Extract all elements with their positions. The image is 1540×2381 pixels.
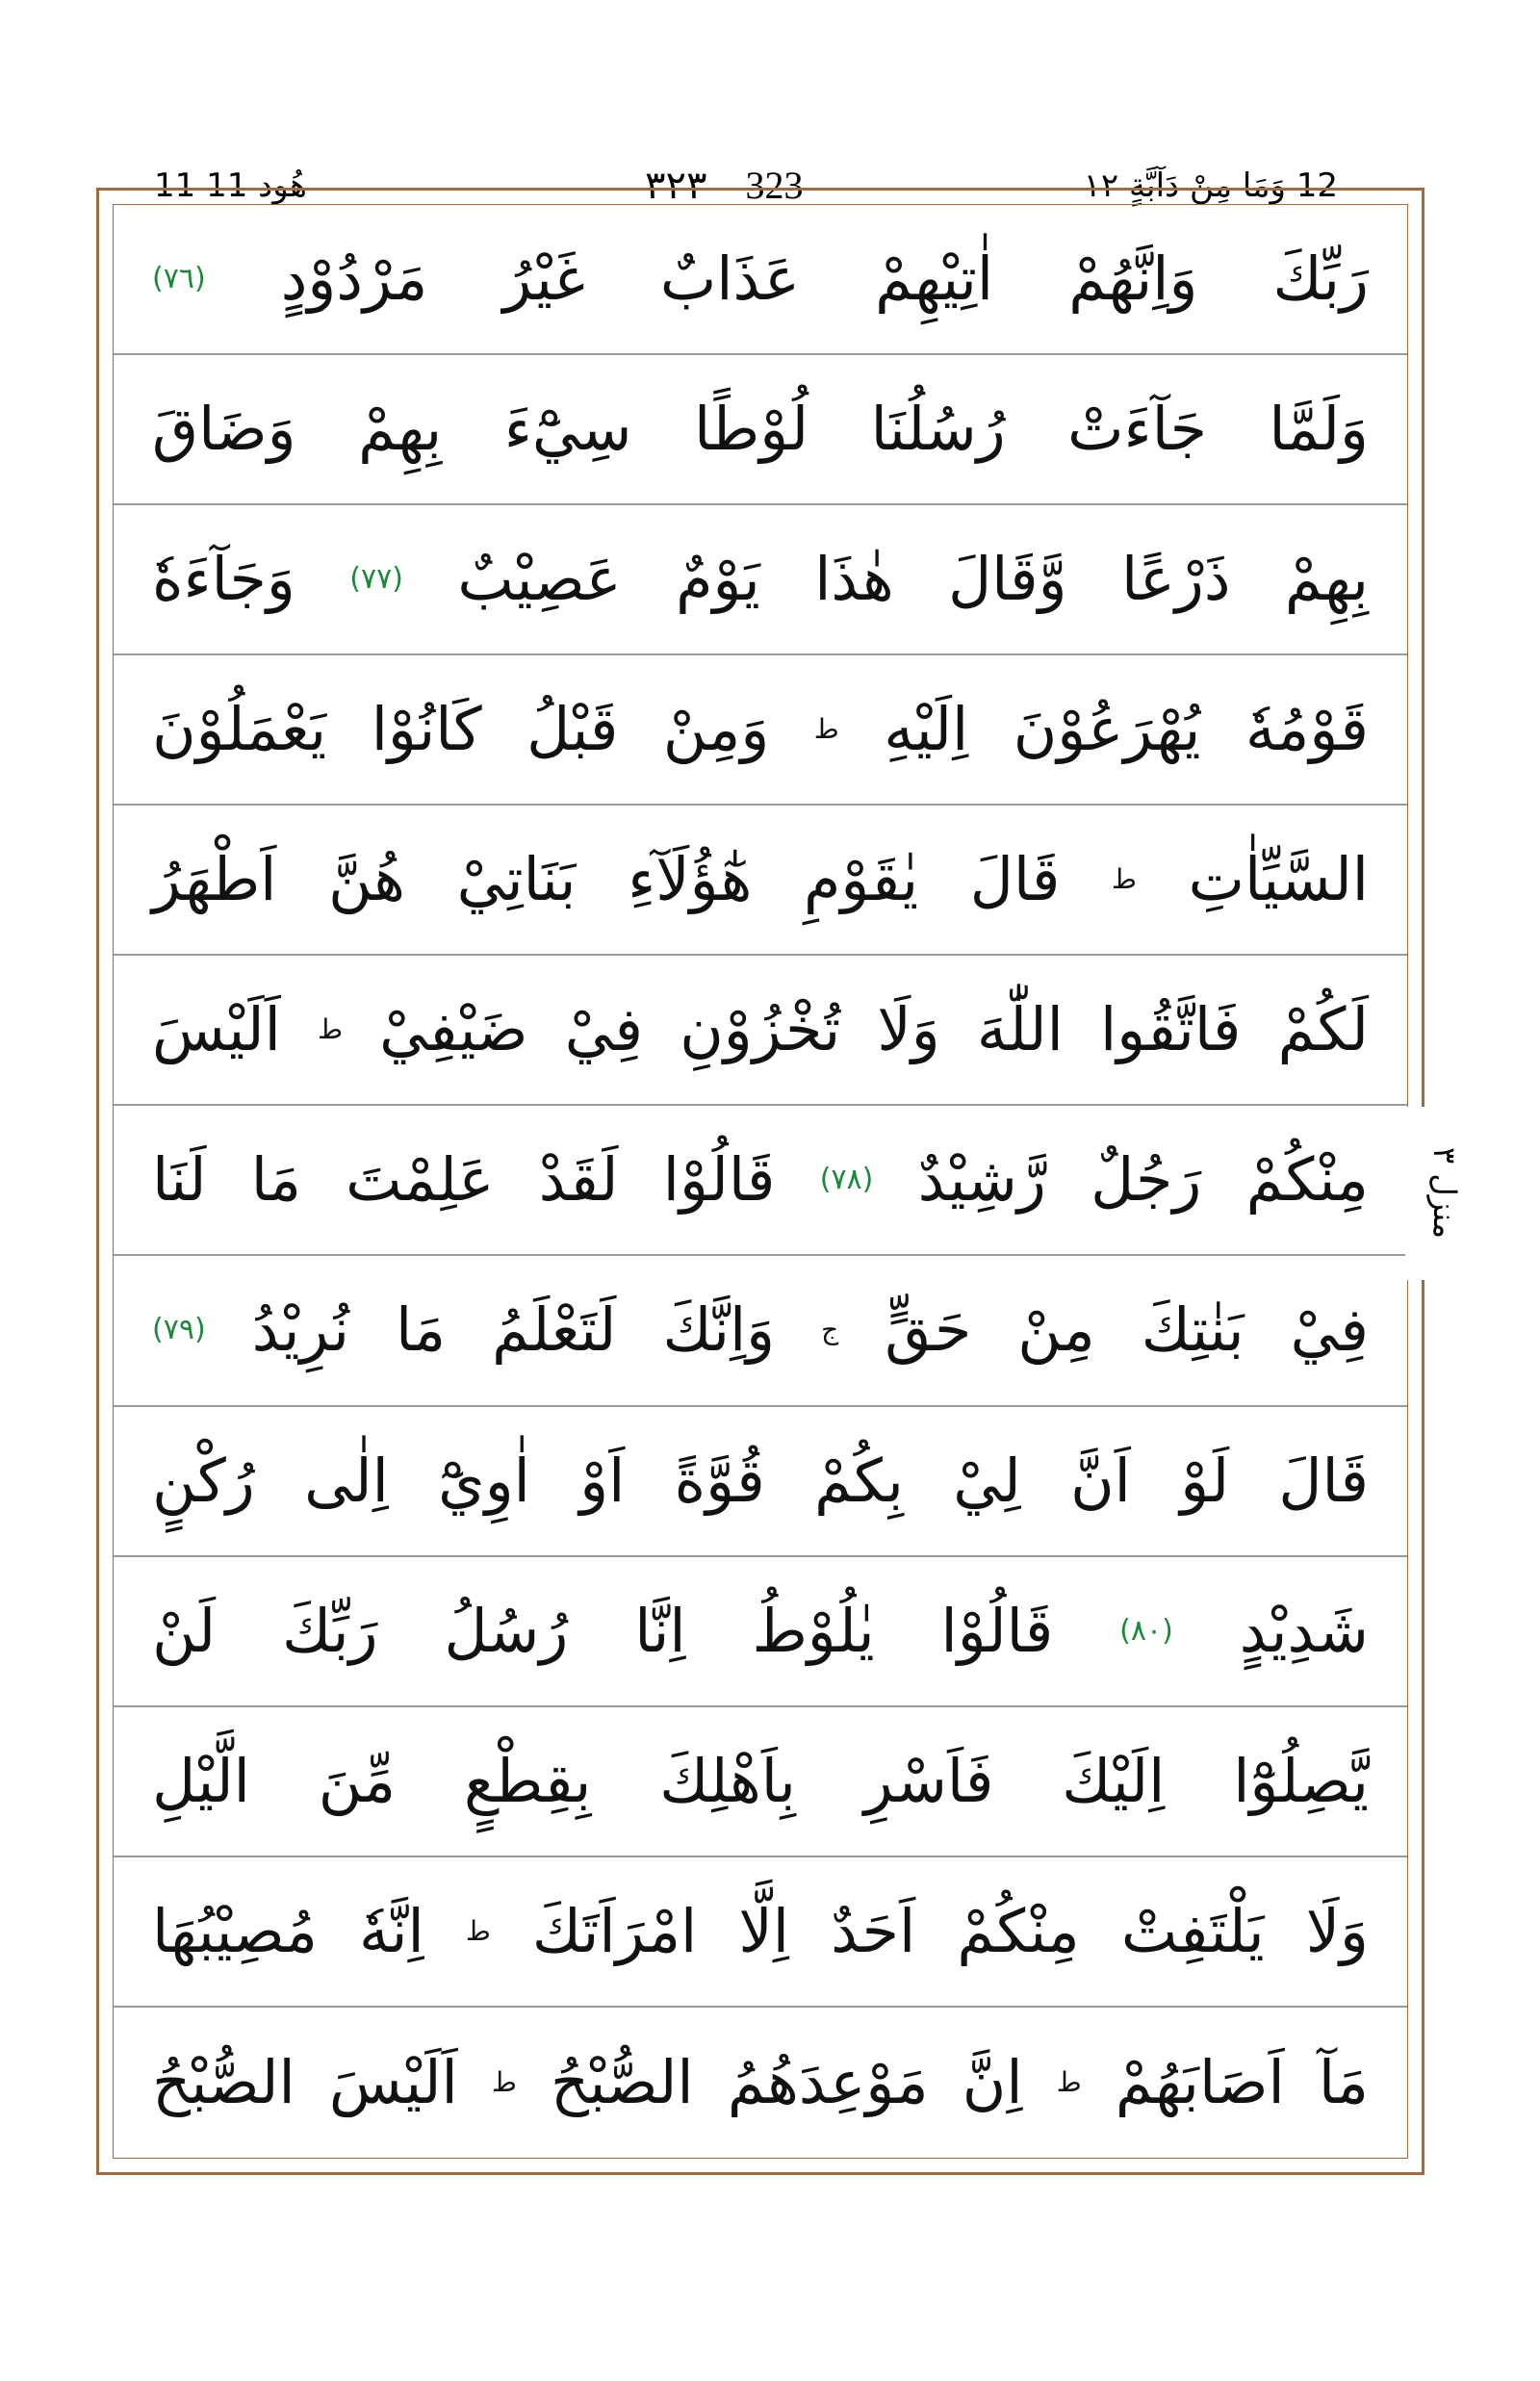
verse-word: حَقٍّ (885, 1294, 972, 1366)
verse-word: (٨٠) (1119, 1613, 1173, 1648)
verse-word: وَمِنْ (662, 694, 770, 765)
verse-word: ط (465, 1914, 491, 1947)
verse-word: وَاِنَّهُمْ (1068, 243, 1198, 315)
verse-word: فَاَسْرِ (863, 1745, 994, 1816)
verse-word: ط (1056, 2065, 1082, 2098)
manzil-marker: منزل ٣ (1405, 1107, 1463, 1280)
verse-word: بِاَهْلِكَ (659, 1745, 796, 1816)
verse-word: فِيْ (1290, 1294, 1369, 1366)
verse-word: قَوْمُهٗ (1245, 694, 1369, 765)
verse-word: رَّشِيْدٌ (917, 1144, 1046, 1216)
verse-word: وَجَآءَهٗ (152, 544, 295, 615)
verse-word: مِّنَ (318, 1745, 397, 1816)
verse-line (114, 1857, 1407, 2008)
verse-word: امْرَاَتَكَ (531, 1895, 698, 1966)
verse-line (114, 956, 1407, 1106)
verse-word: مَوْعِدَهُمُ (727, 2046, 929, 2117)
verse-word: لَوْ (1180, 1445, 1230, 1516)
verse-line (114, 1106, 1407, 1256)
verse-word: عَصِيْبٌ (457, 544, 622, 615)
verse-word: اِنَّهٗ (359, 1895, 424, 1966)
verse-word: وَلَا (877, 994, 940, 1065)
verse-word: لِيْ (953, 1445, 1021, 1516)
text-area (113, 204, 1408, 2159)
verse-word: وَلَمَّا (1269, 394, 1369, 465)
verse-word: اَصَابَهُمْ (1115, 2046, 1285, 2117)
verse-word: رَجُلٌ (1091, 1144, 1202, 1216)
verse-word: اِلٰى (304, 1445, 389, 1516)
page-number-latin: 323 (745, 164, 804, 207)
verse-line (114, 1407, 1407, 1557)
verse-word: اٰوِيْٓ (438, 1445, 530, 1516)
verse-word: جَآءَتْ (1067, 394, 1207, 465)
verse-word: يُهْرَعُوْنَ (1013, 694, 1201, 765)
verse-word: مَا (250, 1144, 301, 1216)
verse-word: ذَرْعًا (1121, 544, 1231, 615)
verse-word: هُنَّ (328, 844, 405, 915)
verse-word: ط (318, 1013, 343, 1046)
verse-line (114, 355, 1407, 505)
verse-word: قَبْلُ (526, 694, 619, 765)
verse-word: اَحَدٌ (831, 1895, 916, 1966)
para-name: 12 وَمَا مِنْ دَآبَّةٍ ١٢ (1074, 162, 1348, 210)
verse-word: لَقَدْ (538, 1144, 619, 1216)
verse-word: عَذَابٌ (659, 243, 801, 315)
verse-word: عَلِمْتَ (346, 1144, 495, 1216)
verse-word: اَلَيْسَ (328, 2046, 458, 2117)
verse-word: مَآ (1318, 2046, 1369, 2117)
verse-word: رَبِّكَ (1272, 243, 1369, 315)
verse-word: اِنَّ (962, 2046, 1023, 2117)
verse-word: (٧٨) (819, 1163, 874, 1197)
verse-word: بِهِمْ (358, 394, 443, 465)
verse-line (114, 806, 1407, 956)
verse-word: بِكُمْ (814, 1445, 904, 1516)
verse-word: مِنْكُمْ (1245, 1144, 1369, 1216)
verse-word: اِلَيْكَ (1062, 1745, 1166, 1816)
verse-word: اِنَّا (634, 1595, 686, 1666)
verse-word: هٰٓؤُلَآءِ (628, 844, 753, 915)
verse-lines (114, 205, 1407, 2158)
verse-word: السَّيِّاٰتِ (1188, 844, 1369, 915)
verse-word: ط (491, 2065, 517, 2098)
verse-word: رَبِّكَ (282, 1595, 378, 1666)
verse-line (114, 505, 1407, 655)
verse-line (114, 205, 1407, 355)
verse-word: فَاتَّقُوا (1100, 994, 1242, 1065)
verse-word: اَلَيْسَ (152, 994, 281, 1065)
verse-word: اِلَيْهِ (884, 694, 969, 765)
verse-word: مُصِيْبُهَا (152, 1895, 318, 1966)
verse-word: رُكْنٍ (152, 1445, 255, 1516)
verse-word: بَنَاتِيْ (456, 844, 577, 915)
verse-line (114, 1557, 1407, 1707)
verse-word: الَّيْلِ (152, 1745, 250, 1816)
verse-word: الصُّبْحُ (551, 2046, 694, 2117)
verse-word: فِيْ (564, 994, 644, 1065)
verse-word: بِهِمْ (1284, 544, 1369, 615)
verse-word: مَرْدُوْدٍ (280, 243, 428, 315)
verse-word: يَعْمَلُوْنَ (152, 694, 327, 765)
verse-word: اَطْهَرُ (152, 844, 277, 915)
verse-word: شَدِيْدٍ (1239, 1595, 1369, 1666)
verse-word: ط (1112, 863, 1137, 896)
verse-word: اِلَّا (738, 1895, 789, 1966)
verse-word: قَالُوْا (662, 1144, 776, 1216)
verse-word: لَتَعْلَمُ (492, 1294, 617, 1366)
verse-line (114, 655, 1407, 806)
verse-word: (٧٧) (349, 562, 403, 597)
verse-word: نُرِيْدُ (251, 1294, 349, 1366)
verse-word: مِنْكُمْ (957, 1895, 1080, 1966)
verse-word: لَنَا (152, 1144, 207, 1216)
verse-word: قُوَّةً (674, 1445, 765, 1516)
verse-word: غَيْرُ (502, 243, 585, 315)
verse-word: بِقِطْعٍ (463, 1745, 592, 1816)
verse-word: سِيْٓءَ (503, 394, 632, 465)
verse-word: الصُّبْحُ (152, 2046, 295, 2117)
verse-line (114, 1707, 1407, 1857)
verse-word: يٰقَوْمِ (804, 844, 919, 915)
surah-name: 11 هُود 11 (144, 162, 317, 210)
verse-word: قَالَ (1278, 1445, 1369, 1516)
page-number-urdu: ٣٢٣ (645, 164, 707, 207)
verse-line (114, 2008, 1407, 2158)
verse-word: وَاِنَّكَ (662, 1294, 776, 1366)
verse-word: كَانُوْا (371, 694, 482, 765)
verse-word: اَنَّ (1070, 1445, 1131, 1516)
verse-word: رُسُلُ (444, 1595, 569, 1666)
verse-word: ج (821, 1314, 839, 1346)
verse-word: قَالُوْا (940, 1595, 1054, 1666)
verse-word: اٰتِيْهِمْ (875, 243, 994, 315)
verse-word: يَّصِلُوْٓا (1233, 1745, 1369, 1816)
verse-word: ط (813, 713, 839, 746)
verse-word: ضَيْفِيْ (379, 994, 528, 1065)
verse-word: مَا (395, 1294, 447, 1366)
verse-word: يٰلُوْطُ (752, 1595, 875, 1666)
verse-word: لَكُمْ (1277, 994, 1369, 1065)
verse-word: لُوْطًا (694, 394, 809, 465)
verse-word: اللّٰهَ (976, 994, 1064, 1065)
verse-word: بَنٰتِكَ (1141, 1294, 1245, 1366)
verse-word: لَنْ (152, 1595, 217, 1666)
verse-word: تُخْزُوْنِ (680, 994, 841, 1065)
verse-word: رُسُلُنَا (870, 394, 1006, 465)
verse-word: (٧٩) (152, 1313, 206, 1347)
verse-word: يَلْتَفِتْ (1120, 1895, 1265, 1966)
verse-word: مِنْ (1017, 1294, 1095, 1366)
verse-word: اَوْ (579, 1445, 626, 1516)
verse-word: قَالَ (969, 844, 1061, 915)
verse-word: (٧٦) (152, 262, 206, 296)
page-frame (96, 188, 1424, 2175)
verse-line (114, 1256, 1407, 1406)
verse-word: هٰذَا (814, 544, 894, 615)
verse-word: وَلَا (1305, 1895, 1369, 1966)
verse-word: وَضَاقَ (152, 394, 296, 465)
verse-word: يَوْمٌ (676, 544, 760, 615)
verse-word: وَّقَالَ (948, 544, 1067, 615)
